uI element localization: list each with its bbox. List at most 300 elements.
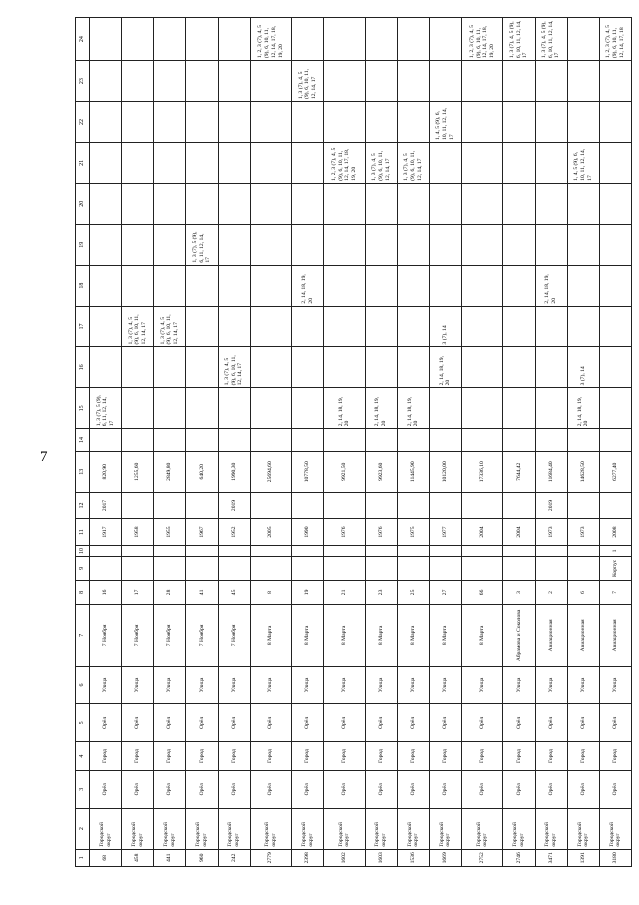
table-cell [292, 492, 324, 519]
table-cell [462, 265, 503, 306]
table-cell: Город [397, 742, 429, 771]
table-cell [122, 545, 154, 556]
table-cell [186, 347, 218, 388]
table-cell: 1973 [567, 519, 599, 546]
table-cell: 2, 14, 18, 19, 20 [324, 388, 365, 429]
table-cell: 1669 [429, 849, 461, 866]
table-cell [90, 183, 122, 224]
table-cell [503, 347, 535, 388]
table-cell [397, 492, 429, 519]
table-cell [122, 492, 154, 519]
table-cell [462, 61, 503, 102]
table-cell: Абрамова и Соколова [503, 605, 535, 666]
table-cell [462, 142, 503, 183]
table-cell: 9923,60 [365, 451, 397, 492]
table-cell [154, 429, 186, 452]
table-cell [292, 102, 324, 143]
table-cell [154, 102, 186, 143]
table-cell: 2849,80 [154, 451, 186, 492]
table-cell: Орёл [397, 770, 429, 808]
table-cell [503, 224, 535, 265]
table-cell [365, 557, 397, 581]
table-cell [218, 429, 250, 452]
table-cell: 2 [535, 580, 567, 605]
table-cell [186, 142, 218, 183]
table-cell [397, 183, 429, 224]
table-cell: Улица [122, 666, 154, 704]
table-cell: Орёл [324, 704, 365, 742]
table-cell: Орёл [218, 704, 250, 742]
header-row [76, 18, 90, 867]
column-header: 16 [76, 347, 90, 388]
table-cell: 11445,90 [397, 451, 429, 492]
table-cell: Орёл [365, 770, 397, 808]
table-cell: Орёл [429, 770, 461, 808]
rotated-table-container [75, 17, 632, 867]
table-cell: 6277,40 [599, 451, 631, 492]
table-cell [154, 492, 186, 519]
column-header: 21 [76, 142, 90, 183]
table-cell: Город [567, 742, 599, 771]
column-header: 8 [76, 580, 90, 605]
table-cell: 25694,60 [250, 451, 291, 492]
table-cell [462, 183, 503, 224]
table-cell: 1, 3 (7), 4, 5 (9), 6, 10, 11, 12, 14, 17 [292, 61, 324, 102]
table-row [397, 18, 429, 867]
table-cell: Город [186, 742, 218, 771]
table-cell: 7 [599, 580, 631, 605]
table-cell: 2004 [462, 519, 503, 546]
table-cell [599, 492, 631, 519]
table-cell: Авиационная [599, 605, 631, 666]
table-cell [218, 557, 250, 581]
table-cell: 2, 14, 18, 19, 20 [397, 388, 429, 429]
table-cell [324, 347, 365, 388]
table-cell: Улица [397, 666, 429, 704]
table-cell: Городской округ [503, 808, 535, 849]
table-cell: Город [535, 742, 567, 771]
table-cell: Город [324, 742, 365, 771]
table-cell [90, 545, 122, 556]
column-header: 23 [76, 61, 90, 102]
table-cell [397, 61, 429, 102]
column-header: 10 [76, 545, 90, 556]
table-cell: Улица [154, 666, 186, 704]
table-row [599, 18, 631, 867]
table-cell [122, 429, 154, 452]
table-cell: 1952 [218, 519, 250, 546]
table-cell [503, 142, 535, 183]
table-cell [90, 306, 122, 347]
table-cell [250, 224, 291, 265]
table-cell [429, 545, 461, 556]
table-cell: 8 Марта [365, 605, 397, 666]
table-cell: Орёл [535, 704, 567, 742]
table-cell: Орёл [365, 704, 397, 742]
table-cell [462, 492, 503, 519]
table-cell: Городской округ [324, 808, 365, 849]
table-cell [90, 557, 122, 581]
table-cell [535, 545, 567, 556]
table-cell: Городской округ [154, 808, 186, 849]
table-cell [429, 388, 461, 429]
column-header: 2 [76, 808, 90, 849]
table-cell [324, 18, 365, 61]
table-row [535, 18, 567, 867]
table-cell [154, 183, 186, 224]
table-cell [154, 61, 186, 102]
table-cell: 7644,42 [503, 451, 535, 492]
table-cell: Улица [292, 666, 324, 704]
table-cell: 28 [154, 580, 186, 605]
table-cell: 2, 14, 18, 19, 20 [292, 265, 324, 306]
table-cell [462, 429, 503, 452]
column-header: 22 [76, 102, 90, 143]
table-cell: Улица [599, 666, 631, 704]
table-cell: 3 [503, 580, 535, 605]
table-cell: Город [365, 742, 397, 771]
table-cell: 1, 2, 3 (7), 4, 5 (9), 6, 10, 11, 12, 14, 17, 18, 19, 20 [324, 142, 365, 183]
column-header: 7 [76, 605, 90, 666]
table-cell: 1975 [397, 519, 429, 546]
table-cell [429, 18, 461, 61]
table-cell [218, 306, 250, 347]
column-header: 9 [76, 557, 90, 581]
table-cell [292, 183, 324, 224]
table-cell [567, 306, 599, 347]
table-cell [292, 142, 324, 183]
table-cell [462, 102, 503, 143]
table-cell: 1, 3 (7), 5 (9), 6, 11, 12, 14, 17 [90, 388, 122, 429]
table-cell [292, 18, 324, 61]
table-cell [567, 545, 599, 556]
table-cell [122, 183, 154, 224]
table-cell [250, 183, 291, 224]
table-cell: Город [250, 742, 291, 771]
table-cell: Город [90, 742, 122, 771]
column-header: 12 [76, 492, 90, 519]
table-cell: Авиационная [567, 605, 599, 666]
table-cell: 441 [154, 849, 186, 866]
table-cell [599, 102, 631, 143]
column-header: 18 [76, 265, 90, 306]
table-cell: Город [599, 742, 631, 771]
table-cell: Городской округ [567, 808, 599, 849]
table-cell: 2005 [250, 519, 291, 546]
table-cell [365, 224, 397, 265]
table-cell [186, 306, 218, 347]
table-cell: 1536 [397, 849, 429, 866]
table-cell: 2004 [503, 519, 535, 546]
table-cell [599, 347, 631, 388]
table-cell [535, 142, 567, 183]
table-cell: Орёл [397, 704, 429, 742]
table-cell: 17 [122, 580, 154, 605]
table-cell [250, 492, 291, 519]
table-cell: Орёл [567, 770, 599, 808]
table-cell [122, 102, 154, 143]
table-cell [292, 545, 324, 556]
table-cell [122, 265, 154, 306]
table-cell: 1603 [365, 849, 397, 866]
table-cell: Городской округ [186, 808, 218, 849]
table-cell: 1255,60 [122, 451, 154, 492]
table-cell: 68 [90, 849, 122, 866]
table-cell [567, 102, 599, 143]
table-cell [567, 18, 599, 61]
table-cell [324, 492, 365, 519]
table-cell [250, 557, 291, 581]
table-cell [324, 306, 365, 347]
table-cell [292, 429, 324, 452]
table-body [90, 18, 632, 867]
table-cell [90, 347, 122, 388]
table-cell [599, 224, 631, 265]
table-cell [218, 388, 250, 429]
table-row [503, 18, 535, 867]
table-cell [429, 429, 461, 452]
table-cell: 41 [186, 580, 218, 605]
table-cell: 11684,40 [535, 451, 567, 492]
table-cell [599, 388, 631, 429]
table-cell: 2019 [218, 492, 250, 519]
table-cell [154, 557, 186, 581]
table-cell: 7 Ноября [90, 605, 122, 666]
table-cell [154, 347, 186, 388]
table-cell: 2779 [250, 849, 291, 866]
table-cell [503, 61, 535, 102]
table-cell [599, 429, 631, 452]
table-cell [218, 102, 250, 143]
table-cell: Городской округ [365, 808, 397, 849]
table-cell: Орёл [218, 770, 250, 808]
column-header: 24 [76, 18, 90, 61]
table-cell [186, 429, 218, 452]
table-cell: Орёл [324, 770, 365, 808]
table-cell [186, 388, 218, 429]
table-cell [154, 545, 186, 556]
table-cell: 2017 [90, 492, 122, 519]
table-cell: 2, 14, 18, 19, 20 [429, 347, 461, 388]
table-cell [186, 18, 218, 61]
table-cell: Городской округ [250, 808, 291, 849]
table-cell [90, 429, 122, 452]
table-cell [503, 429, 535, 452]
table-cell: Орёл [535, 770, 567, 808]
table-cell [397, 102, 429, 143]
table-cell: 1958 [122, 519, 154, 546]
table-cell [365, 429, 397, 452]
table-cell [462, 545, 503, 556]
table-cell: Улица [90, 666, 122, 704]
table-cell: Улица [429, 666, 461, 704]
table-cell [250, 347, 291, 388]
table-cell [90, 224, 122, 265]
table-cell [154, 142, 186, 183]
table-cell: Город [462, 742, 503, 771]
table-cell [154, 224, 186, 265]
table-cell: 1, 3 (7), 4, 5 (9), 6, 10, 11, 12, 14, 17 [365, 142, 397, 183]
table-cell [122, 224, 154, 265]
table-cell [218, 18, 250, 61]
table-cell: 1990,30 [218, 451, 250, 492]
table-cell [397, 265, 429, 306]
table-cell: 3 (7), 14 [567, 347, 599, 388]
table-cell [397, 557, 429, 581]
table-cell: Улица [535, 666, 567, 704]
table-cell [292, 224, 324, 265]
column-header: 14 [76, 429, 90, 452]
table-cell [90, 102, 122, 143]
column-header: 4 [76, 742, 90, 771]
table-cell: Авиационная [535, 605, 567, 666]
table-cell [535, 224, 567, 265]
table-cell [599, 61, 631, 102]
table-cell: Орёл [90, 704, 122, 742]
table-cell: 23 [365, 580, 397, 605]
table-cell: Улица [186, 666, 218, 704]
table-cell: 1917 [90, 519, 122, 546]
table-cell: Улица [462, 666, 503, 704]
table-cell [397, 224, 429, 265]
table-cell: Город [292, 742, 324, 771]
table-cell [324, 183, 365, 224]
table-cell [535, 429, 567, 452]
table-cell [365, 102, 397, 143]
table-cell: Улица [567, 666, 599, 704]
table-cell: Городской округ [599, 808, 631, 849]
table-cell: Орёл [567, 704, 599, 742]
table-cell [250, 142, 291, 183]
table-cell: 1 [599, 545, 631, 556]
table-cell [429, 224, 461, 265]
table-cell: 8 Марта [429, 605, 461, 666]
table-cell [90, 18, 122, 61]
table-cell [90, 142, 122, 183]
table-cell: 2746 [503, 849, 535, 866]
table-cell: 2752 [462, 849, 503, 866]
table-cell [365, 18, 397, 61]
table-cell: 1967 [186, 519, 218, 546]
table-cell [503, 306, 535, 347]
table-cell [218, 265, 250, 306]
table-cell: 3 (7), 14 [429, 306, 461, 347]
table-cell [324, 61, 365, 102]
table-row [292, 18, 324, 867]
table-cell [397, 545, 429, 556]
table-cell [218, 142, 250, 183]
table-cell: Город [503, 742, 535, 771]
table-row [324, 18, 365, 867]
table-cell: 640,20 [186, 451, 218, 492]
table-cell: 8 [250, 580, 291, 605]
table-cell [567, 61, 599, 102]
table-cell: Улица [365, 666, 397, 704]
table-cell [186, 183, 218, 224]
table-cell: 66 [462, 580, 503, 605]
table-cell: Орёл [250, 704, 291, 742]
table-cell: 1, 3 (7), 4, 5 (9), 6, 10, 11, 12, 14, 17 [154, 306, 186, 347]
table-cell [503, 265, 535, 306]
table-cell: 1976 [365, 519, 397, 546]
table-cell [503, 492, 535, 519]
table-cell: Корпус [599, 557, 631, 581]
table-cell: Орёл [250, 770, 291, 808]
column-header: 19 [76, 224, 90, 265]
table-cell: Орёл [429, 704, 461, 742]
table-cell: 2, 14, 18, 19, 20 [365, 388, 397, 429]
table-cell [599, 142, 631, 183]
table-cell: 1955 [154, 519, 186, 546]
table-cell [324, 557, 365, 581]
table-cell [365, 492, 397, 519]
data-table [75, 17, 632, 867]
table-cell: Городской округ [122, 808, 154, 849]
table-cell [186, 102, 218, 143]
table-cell: Город [429, 742, 461, 771]
table-cell: Город [154, 742, 186, 771]
table-cell [429, 61, 461, 102]
table-row [186, 18, 218, 867]
table-cell: Орёл [599, 770, 631, 808]
table-cell [599, 265, 631, 306]
table-row [567, 18, 599, 867]
table-cell [365, 545, 397, 556]
table-cell: 242 [218, 849, 250, 866]
table-cell [567, 492, 599, 519]
table-cell: 1990 [292, 519, 324, 546]
table-row [250, 18, 291, 867]
table-cell: 960 [186, 849, 218, 866]
table-cell [429, 142, 461, 183]
table-cell: 16 [90, 580, 122, 605]
table-cell: 1, 3 (7), 4, 5 (9), 6, 10, 11, 12, 14, 17 [503, 18, 535, 61]
table-cell [599, 306, 631, 347]
table-cell [122, 557, 154, 581]
table-cell: 3180 [599, 849, 631, 866]
table-cell [397, 347, 429, 388]
table-cell: 19 [292, 580, 324, 605]
table-cell: 10778,50 [292, 451, 324, 492]
table-cell: Городской округ [429, 808, 461, 849]
table-cell [90, 265, 122, 306]
table-cell [567, 224, 599, 265]
table-cell [535, 61, 567, 102]
table-cell [365, 347, 397, 388]
table-cell: Городской округ [397, 808, 429, 849]
table-cell: 1977 [429, 519, 461, 546]
table-cell: Орёл [503, 770, 535, 808]
table-cell [535, 102, 567, 143]
table-cell: 7 Ноября [186, 605, 218, 666]
table-cell [292, 557, 324, 581]
table-cell: 1, 3 (7), 4, 5 (9), 6, 10, 11, 12, 14, 17 [535, 18, 567, 61]
column-header: 3 [76, 770, 90, 808]
table-cell: 8 Марта [397, 605, 429, 666]
table-cell [186, 545, 218, 556]
table-cell: Улица [503, 666, 535, 704]
table-cell: 45 [218, 580, 250, 605]
column-header: 17 [76, 306, 90, 347]
table-cell: 1, 2, 3 (7), 4, 5 (9), 6, 10, 11, 12, 14, 17, 18 [599, 18, 631, 61]
table-cell [567, 557, 599, 581]
column-header: 1 [76, 849, 90, 866]
table-cell [250, 429, 291, 452]
table-row [462, 18, 503, 867]
table-cell: Городской округ [535, 808, 567, 849]
table-cell [535, 347, 567, 388]
table-cell [154, 388, 186, 429]
